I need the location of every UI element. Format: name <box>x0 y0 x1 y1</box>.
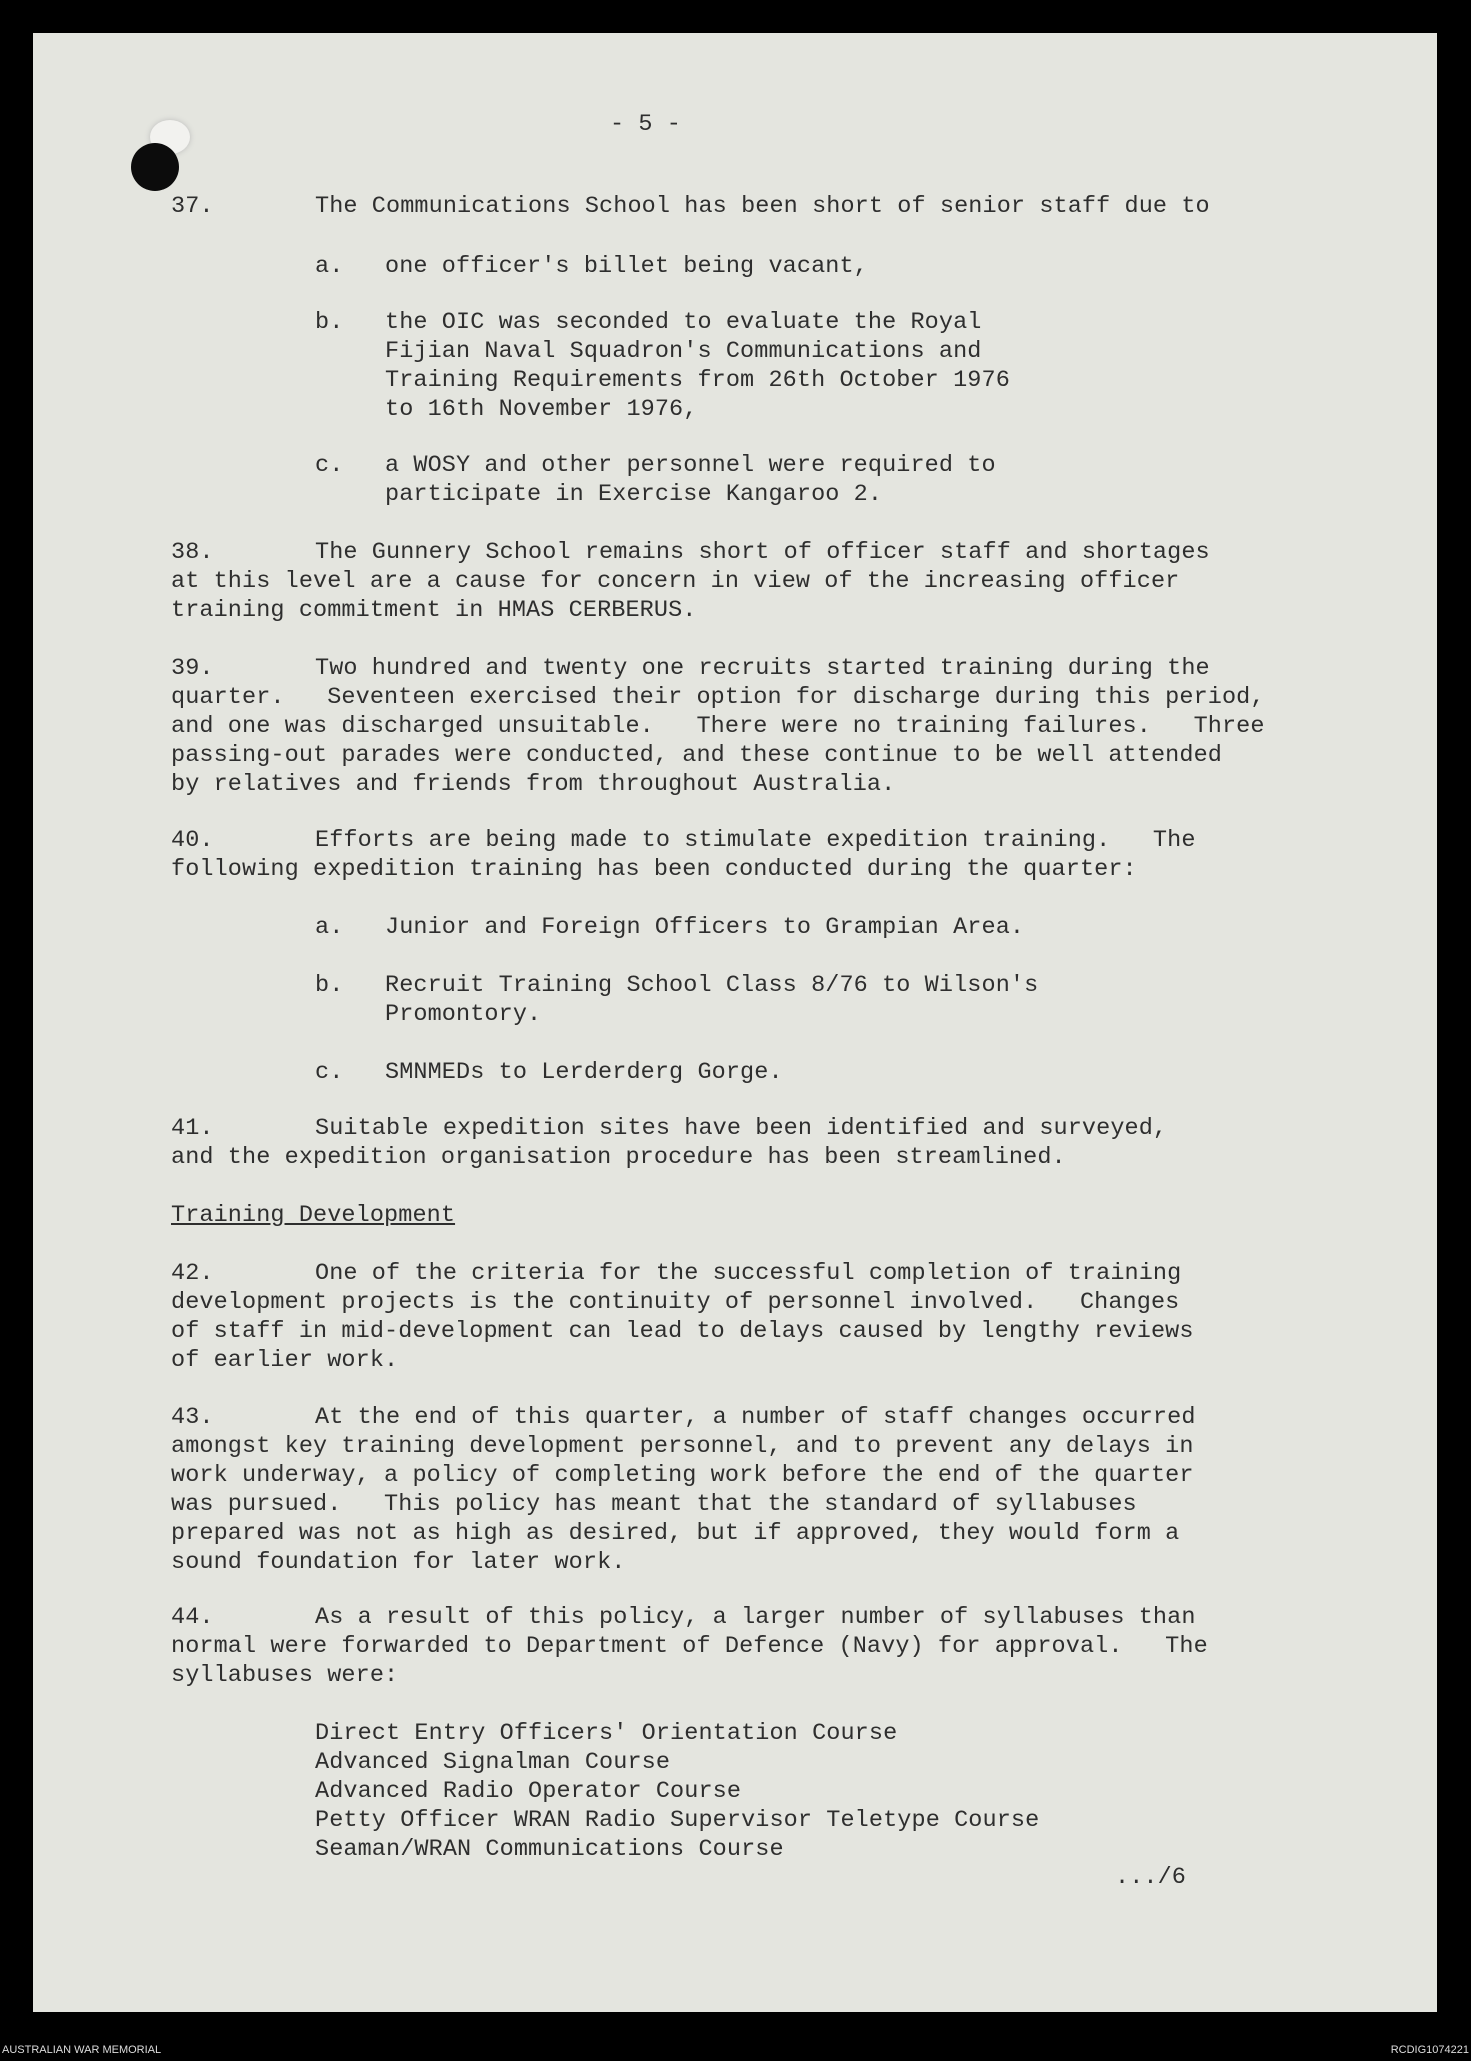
sub-item-label: c. <box>315 452 344 479</box>
paragraph-line: of staff in mid-development can lead to delays caused by lengthy reviews <box>171 1318 1194 1345</box>
footer-institution: AUSTRALIAN WAR MEMORIAL <box>2 2044 162 2056</box>
paragraph-line: Two hundred and twenty one recruits started training during the <box>315 655 1210 682</box>
paragraph-line: syllabuses were: <box>171 1662 399 1689</box>
syllabus-item: Seaman/WRAN Communications Course <box>315 1836 784 1863</box>
paragraph-line: The Communications School has been short of senior staff due to <box>315 193 1210 220</box>
section-heading <box>171 1201 455 1230</box>
paragraph-line: As a result of this policy, a larger number of syllabuses than <box>315 1604 1196 1631</box>
paragraph-line: The Gunnery School remains short of officer staff and shortages <box>315 539 1210 566</box>
paragraph-line: by relatives and friends from throughout Australia. <box>171 771 896 798</box>
sub-item-label: c. <box>315 1059 344 1086</box>
sub-item-label: b. <box>315 309 344 336</box>
paragraph-number: 41. <box>171 1115 214 1142</box>
syllabus-item: Advanced Radio Operator Course <box>315 1778 742 1805</box>
paragraph-line: amongst key training development personnel, and to prevent any delays in <box>171 1433 1194 1460</box>
paragraph-number: 43. <box>171 1404 214 1431</box>
paragraph-number: 37. <box>171 193 214 220</box>
sub-item-line: SMNMEDs to Lerderderg Gorge. <box>385 1059 783 1086</box>
paragraph-line: following expedition training has been conducted during the quarter: <box>171 856 1137 883</box>
paragraph-line: training commitment in HMAS CERBERUS. <box>171 597 697 624</box>
paragraph-line: and one was discharged unsuitable. There were no training failures. Three <box>171 713 1265 740</box>
continuation-marker: .../6 <box>1115 1864 1187 1891</box>
paragraph-line: normal were forwarded to Department of Defence (Navy) for approval. The <box>171 1633 1208 1660</box>
footer-reference: RCDIG1074221 <box>1390 2044 1469 2056</box>
paragraph-line: prepared was not as high as desired, but if approved, they would form a <box>171 1520 1180 1547</box>
sub-item-label: a. <box>315 914 344 941</box>
sub-item-line: the OIC was seconded to evaluate the Royal <box>385 309 982 336</box>
paragraph-line: passing-out parades were conducted, and these continue to be well attended <box>171 742 1222 769</box>
paragraph-line: development projects is the continuity of personnel involved. Changes <box>171 1289 1180 1316</box>
paragraph-line: Suitable expedition sites have been identified and surveyed, <box>315 1115 1168 1142</box>
paragraph-line: One of the criteria for the successful completion of training <box>315 1260 1182 1287</box>
paragraph-line: at this level are a cause for concern in view of the increasing officer <box>171 568 1180 595</box>
sub-item-label: b. <box>315 972 344 999</box>
sub-item-line: Training Requirements from 26th October 1976 <box>385 367 1010 394</box>
paragraph-number: 39. <box>171 655 214 682</box>
sub-item-line: a WOSY and other personnel were required to <box>385 452 996 479</box>
paragraph-number: 44. <box>171 1604 214 1631</box>
paragraph-line: and the expedition organisation procedure has been streamlined. <box>171 1144 1066 1171</box>
sub-item-line: Junior and Foreign Officers to Grampian Area. <box>385 914 1025 941</box>
syllabus-item: Direct Entry Officers' Orientation Course <box>315 1720 898 1747</box>
punch-hole <box>131 143 179 191</box>
section-heading-text: Training Development <box>171 1202 456 1229</box>
syllabus-item: Advanced Signalman Course <box>315 1749 671 1776</box>
paragraph-number: 40. <box>171 827 214 854</box>
sub-item-line: Fijian Naval Squadron's Communications and <box>385 338 982 365</box>
paragraph-line: of earlier work. <box>171 1347 399 1374</box>
paragraph-line: At the end of this quarter, a number of staff changes occurred <box>315 1404 1196 1431</box>
sub-item-line: Recruit Training School Class 8/76 to Wilson's <box>385 972 1039 999</box>
sub-item-label: a. <box>315 253 344 280</box>
paragraph-number: 42. <box>171 1260 214 1287</box>
sub-item-line: participate in Exercise Kangaroo 2. <box>385 481 883 508</box>
sub-item-line: one officer's billet being vacant, <box>385 253 868 280</box>
syllabus-item: Petty Officer WRAN Radio Supervisor Teletype Course <box>315 1807 1040 1834</box>
paragraph-line: was pursued. This policy has meant that the standard of syllabuses <box>171 1491 1137 1518</box>
page-number: - 5 - <box>610 111 682 138</box>
sub-item-line: Promontory. <box>385 1001 542 1028</box>
paragraph-line: Efforts are being made to stimulate expedition training. The <box>315 827 1196 854</box>
paragraph-line: work underway, a policy of completing work before the end of the quarter <box>171 1462 1194 1489</box>
paragraph-line: quarter. Seventeen exercised their option for discharge during this period, <box>171 684 1265 711</box>
paragraph-number: 38. <box>171 539 214 566</box>
paragraph-line: sound foundation for later work. <box>171 1549 626 1576</box>
sub-item-line: to 16th November 1976, <box>385 396 698 423</box>
